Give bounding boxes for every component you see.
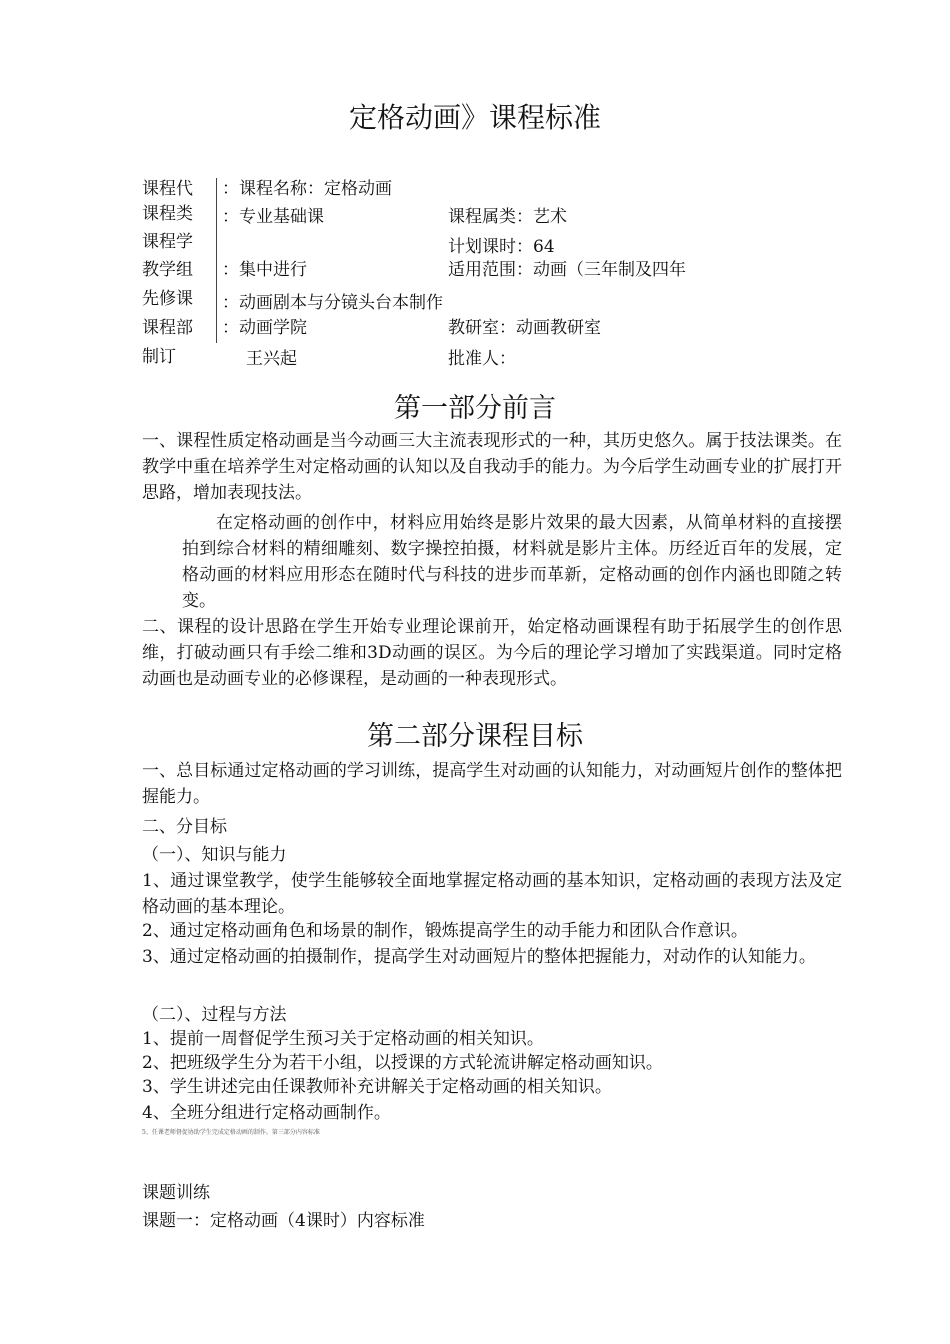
teaching-office: 教研室：动画教研室 [448,318,601,338]
author-label: 制订 [142,347,176,367]
department-label: 课程部 [142,318,193,338]
document-title: 定格动画》课程标准 [348,101,601,134]
author-value: 王兴起 [246,349,297,369]
teaching-org-value: ：集中进行 [222,260,307,280]
course-category: 课程属类：艺术 [448,207,567,227]
part1-paragraph-2: 在定格动画的创作中，材料应用始终是影片效果的最大因素，从简单材料的直接摆拍到综合材料的精细雕刻、数字操控拍摄，材料就是影片主体。历经近百年的发展，定格动画的材料应用形态在随时代与科技的进步而革新，定格动画的创作内涵也即随之转变。 [182,513,842,611]
total-goal: 一、总目标通过定格动画的学习训练，提高学生对动画的认知能力，对动画短片创作的整体把握能力。 [142,761,842,807]
prerequisite-label: 先修课 [142,289,193,309]
compressed-footnote-text: 5、任课老师督促协助学生完成定格动画的制作。第三部分内容标准 [142,1129,320,1136]
info-divider [216,178,217,343]
knowledge-heading: （一）、知识与能力 [142,845,287,865]
sub-goal-heading: 二、分目标 [142,817,227,837]
teaching-org-label: 教学组 [142,260,193,280]
method-item-1: 1、提前一周督促学生预习关于定格动画的相关知识。 [142,1029,544,1049]
course-credit-label: 课程学 [142,232,193,252]
knowledge-item-2: 2、通过定格动画角色和场景的制作，锻炼提高学生的动手能力和团队合作意识。 [142,921,748,941]
method-item-4: 4、全班分组进行定格动画制作。 [142,1103,391,1123]
training-topic-1: 课题一：定格动画（4课时）内容标准 [142,1211,425,1231]
course-type-value: ：专业基础课 [222,207,324,227]
approver: 批准人： [448,349,516,369]
planned-hours: 计划课时：64 [448,237,555,257]
course-code-label: 课程代 [142,179,193,199]
part2-heading: 第二部分课程目标 [367,721,583,752]
knowledge-item-3: 3、通过定格动画的拍摄制作，提高学生对动画短片的整体把握能力，对动作的认知能力。 [142,947,816,967]
training-title: 课题训练 [142,1183,210,1203]
method-item-3: 3、学生讲述完由任课教师补充讲解关于定格动画的相关知识。 [142,1077,612,1097]
knowledge-item-1: 1、通过课堂教学，使学生能够较全面地掌握定格动画的基本知识，定格动画的表现方法及定格动画的基本理论。 [142,871,842,917]
prerequisite-value: ：动画剧本与分镜头台本制作 [222,293,443,313]
course-name: ：课程名称：定格动画 [222,179,392,199]
course-type-label: 课程类 [142,204,193,224]
applicable-scope: 适用范围：动画（三年制及四年 [448,260,686,280]
part1-paragraph-1: 一、课程性质定格动画是当今动画三大主流表现形式的一种，其历史悠久。属于技法课类。在教学中重在培养学生对定格动画的认知以及自我动手的能力。为今后学生动画专业的扩展打开思路，增加表现技法。 [142,431,842,503]
method-item-2: 2、把班级学生分为若干小组，以授课的方式轮流讲解定格动画知识。 [142,1053,663,1073]
method-heading: （二）、过程与方法 [142,1005,287,1025]
part1-heading: 第一部分前言 [394,393,556,424]
department-value: ：动画学院 [222,318,307,338]
part1-paragraph-3: 二、课程的设计思路在学生开始专业理论课前开，始定格动画课程有助于拓展学生的创作思维，打破动画只有手绘二维和3D动画的误区。为今后的理论学习增加了实践渠道。同时定格动画也是动画专业的必修课程，是动画的一种表现形式。 [142,617,842,689]
